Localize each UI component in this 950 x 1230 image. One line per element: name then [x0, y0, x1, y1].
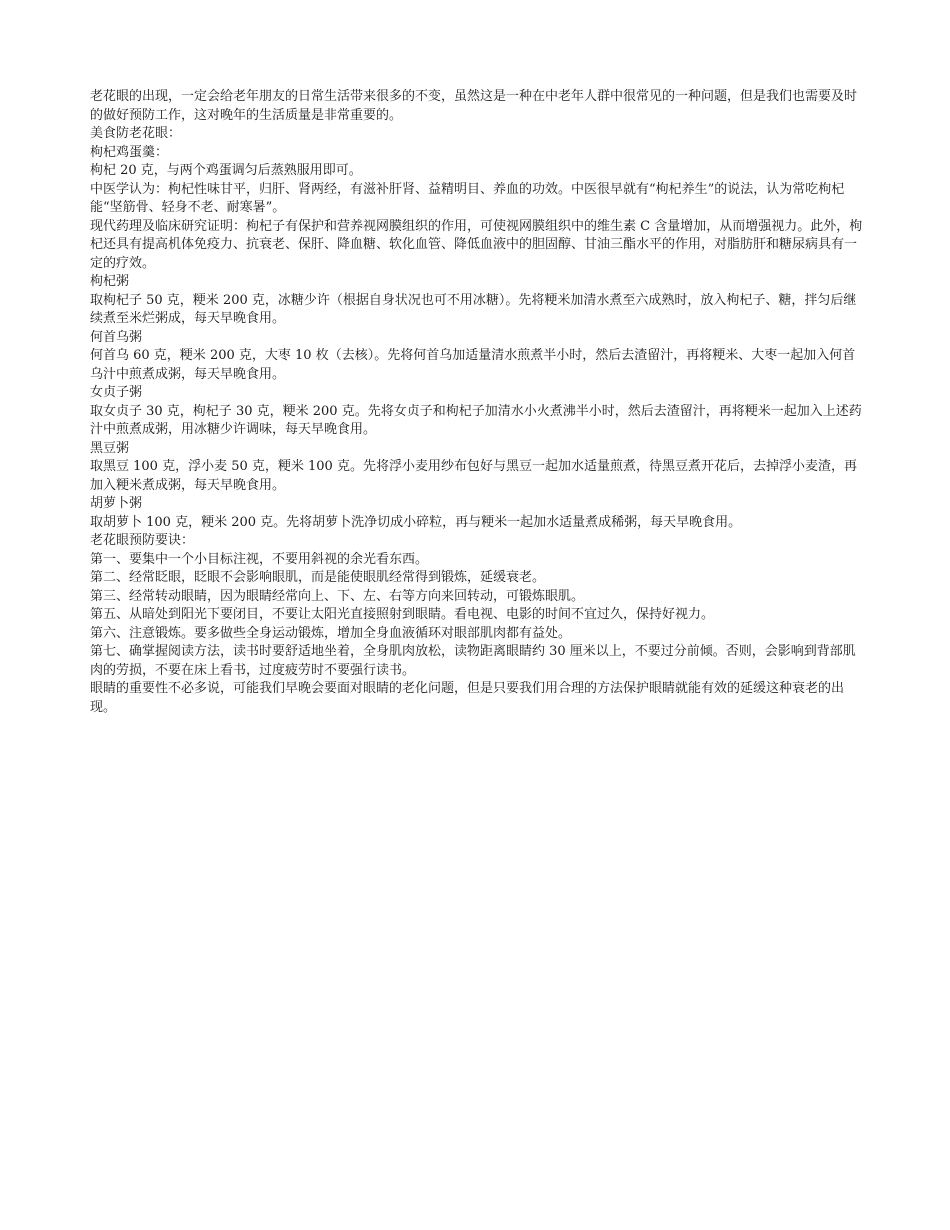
- tip-item: 第五、从暗处到阳光下要闭目，不要让太阳光直接照射到眼睛。看电视、电影的时间不宜过久，保持好视力。: [90, 607, 715, 622]
- food-section-heading: 美食防老花眼：: [90, 126, 182, 141]
- intro-paragraph: 老花眼的出现，一定会给老年朋友的日常生活带来很多的不变，虽然这是一种在中老年人群中很常见的一种问题，但是我们也需要及时的做好预防工作，这对晚年的生活质量是非常重要的。: [90, 89, 858, 123]
- article-body: [90, 88, 865, 717]
- recipe-method-nvzhenzi-porridge: 取女贞子 30 克，枸杞子 30 克，粳米 200 克。先将女贞子和枸杞子加清水小火煮沸半小时，然后去渣留汁，再将粳米一起加入上述药汁中煎煮成粥，用冰糖少许调味，每天早晚食用。: [90, 403, 862, 437]
- tip-item: 第二、经常眨眼，眨眼不会影响眼肌，而是能使眼肌经常得到锻炼，延缓衰老。: [90, 570, 546, 585]
- recipe-method-goji-porridge: 取枸杞子 50 克，粳米 200 克，冰糖少许（根据自身状况也可不用冰糖）。先将粳米加清水煮至六成熟时，放入枸杞子、糖，拌匀后继续煮至米烂粥成，每天早晚食用。: [90, 292, 857, 326]
- recipe-title-black-bean-porridge: 黑豆粥: [90, 440, 130, 456]
- recipe-title-carrot-porridge: 胡萝卜粥: [90, 496, 143, 511]
- recipe-title-goji-egg: 枸杞鸡蛋羹：: [90, 144, 169, 160]
- recipe-method-goji-egg: 枸杞 20 克，与两个鸡蛋调匀后蒸熟服用即可。: [90, 163, 362, 178]
- tip-item: 第一、要集中一个小目标注视，不要用斜视的余光看东西。: [90, 551, 429, 567]
- recipe-method-black-bean-porridge: 取黑豆 100 克，浮小麦 50 克，粳米 100 克。先将浮小麦用纱布包好与黑豆一起加水适量煎煮，待黑豆煮开花后，去掉浮小麦渣，再加入粳米煮成粥，每天早晚食用。: [90, 459, 857, 493]
- tip-item: 第七、确掌握阅读方法，读书时要舒适地坐着，全身肌肉放松，读物距离眼睛约 30 厘米以上，不要过分前倾。否则，会影响到背部肌肉的劳损，不要在床上看书，过度疲劳时不要强行读书。: [90, 644, 856, 678]
- tips-section-heading: 老花眼预防要诀：: [90, 533, 195, 548]
- recipe-method-carrot-porridge: 取胡萝卜 100 克，粳米 200 克。先将胡萝卜洗净切成小碎粒，再与粳米一起加水适量煮成稀粥，每天早晚食用。: [90, 514, 742, 530]
- recipe-method-heshouwu-porridge: 何首乌 60 克，粳米 200 克，大枣 10 枚（去核）。先将何首乌加适量清水煎煮半小时，然后去渣留汁，再将粳米、大枣一起加入何首乌汁中煎煮成粥，每天早晚食用。: [90, 348, 856, 382]
- conclusion-paragraph: 眼睛的重要性不必多说，可能我们早晚会要面对眼睛的老化问题，但是只要我们用合理的方法保护眼睛就能有效的延缓这种衰老的出现。: [90, 681, 845, 715]
- tip-item: 第六、注意锻炼。要多做些全身运动锻炼，增加全身血液循环对眼部肌肉都有益处。: [90, 625, 572, 641]
- tip-item: 第三、经常转动眼睛，因为眼睛经常向上、下、左、右等方向来回转动，可锻炼眼肌。: [90, 588, 585, 604]
- tcm-explanation: 中医学认为：枸杞性味甘平，归肝、肾两经，有滋补肝肾、益精明目、养血的功效。中医很早就有“枸杞养生”的说法，认为常吃枸杞能“坚筋骨、轻身不老、耐寒暑”。: [90, 181, 845, 215]
- recipe-title-heshouwu-porridge: 何首乌粥: [90, 329, 143, 345]
- recipe-title-nvzhenzi-porridge: 女贞子粥: [90, 385, 143, 400]
- recipe-title-goji-porridge: 枸杞粥: [90, 274, 130, 289]
- modern-research-explanation: 现代药理及临床研究证明：枸杞子有保护和营养视网膜组织的作用，可使视网膜组织中的维生素 C 含量增加，从而增强视力。此外，枸杞还具有提高机体免疫力、抗衰老、保肝、降血糖、软化血管、降低血液中的胆固醇、甘油三酯水平的作用，对脂肪肝和糖尿病具有一定的疗效。: [90, 218, 863, 271]
